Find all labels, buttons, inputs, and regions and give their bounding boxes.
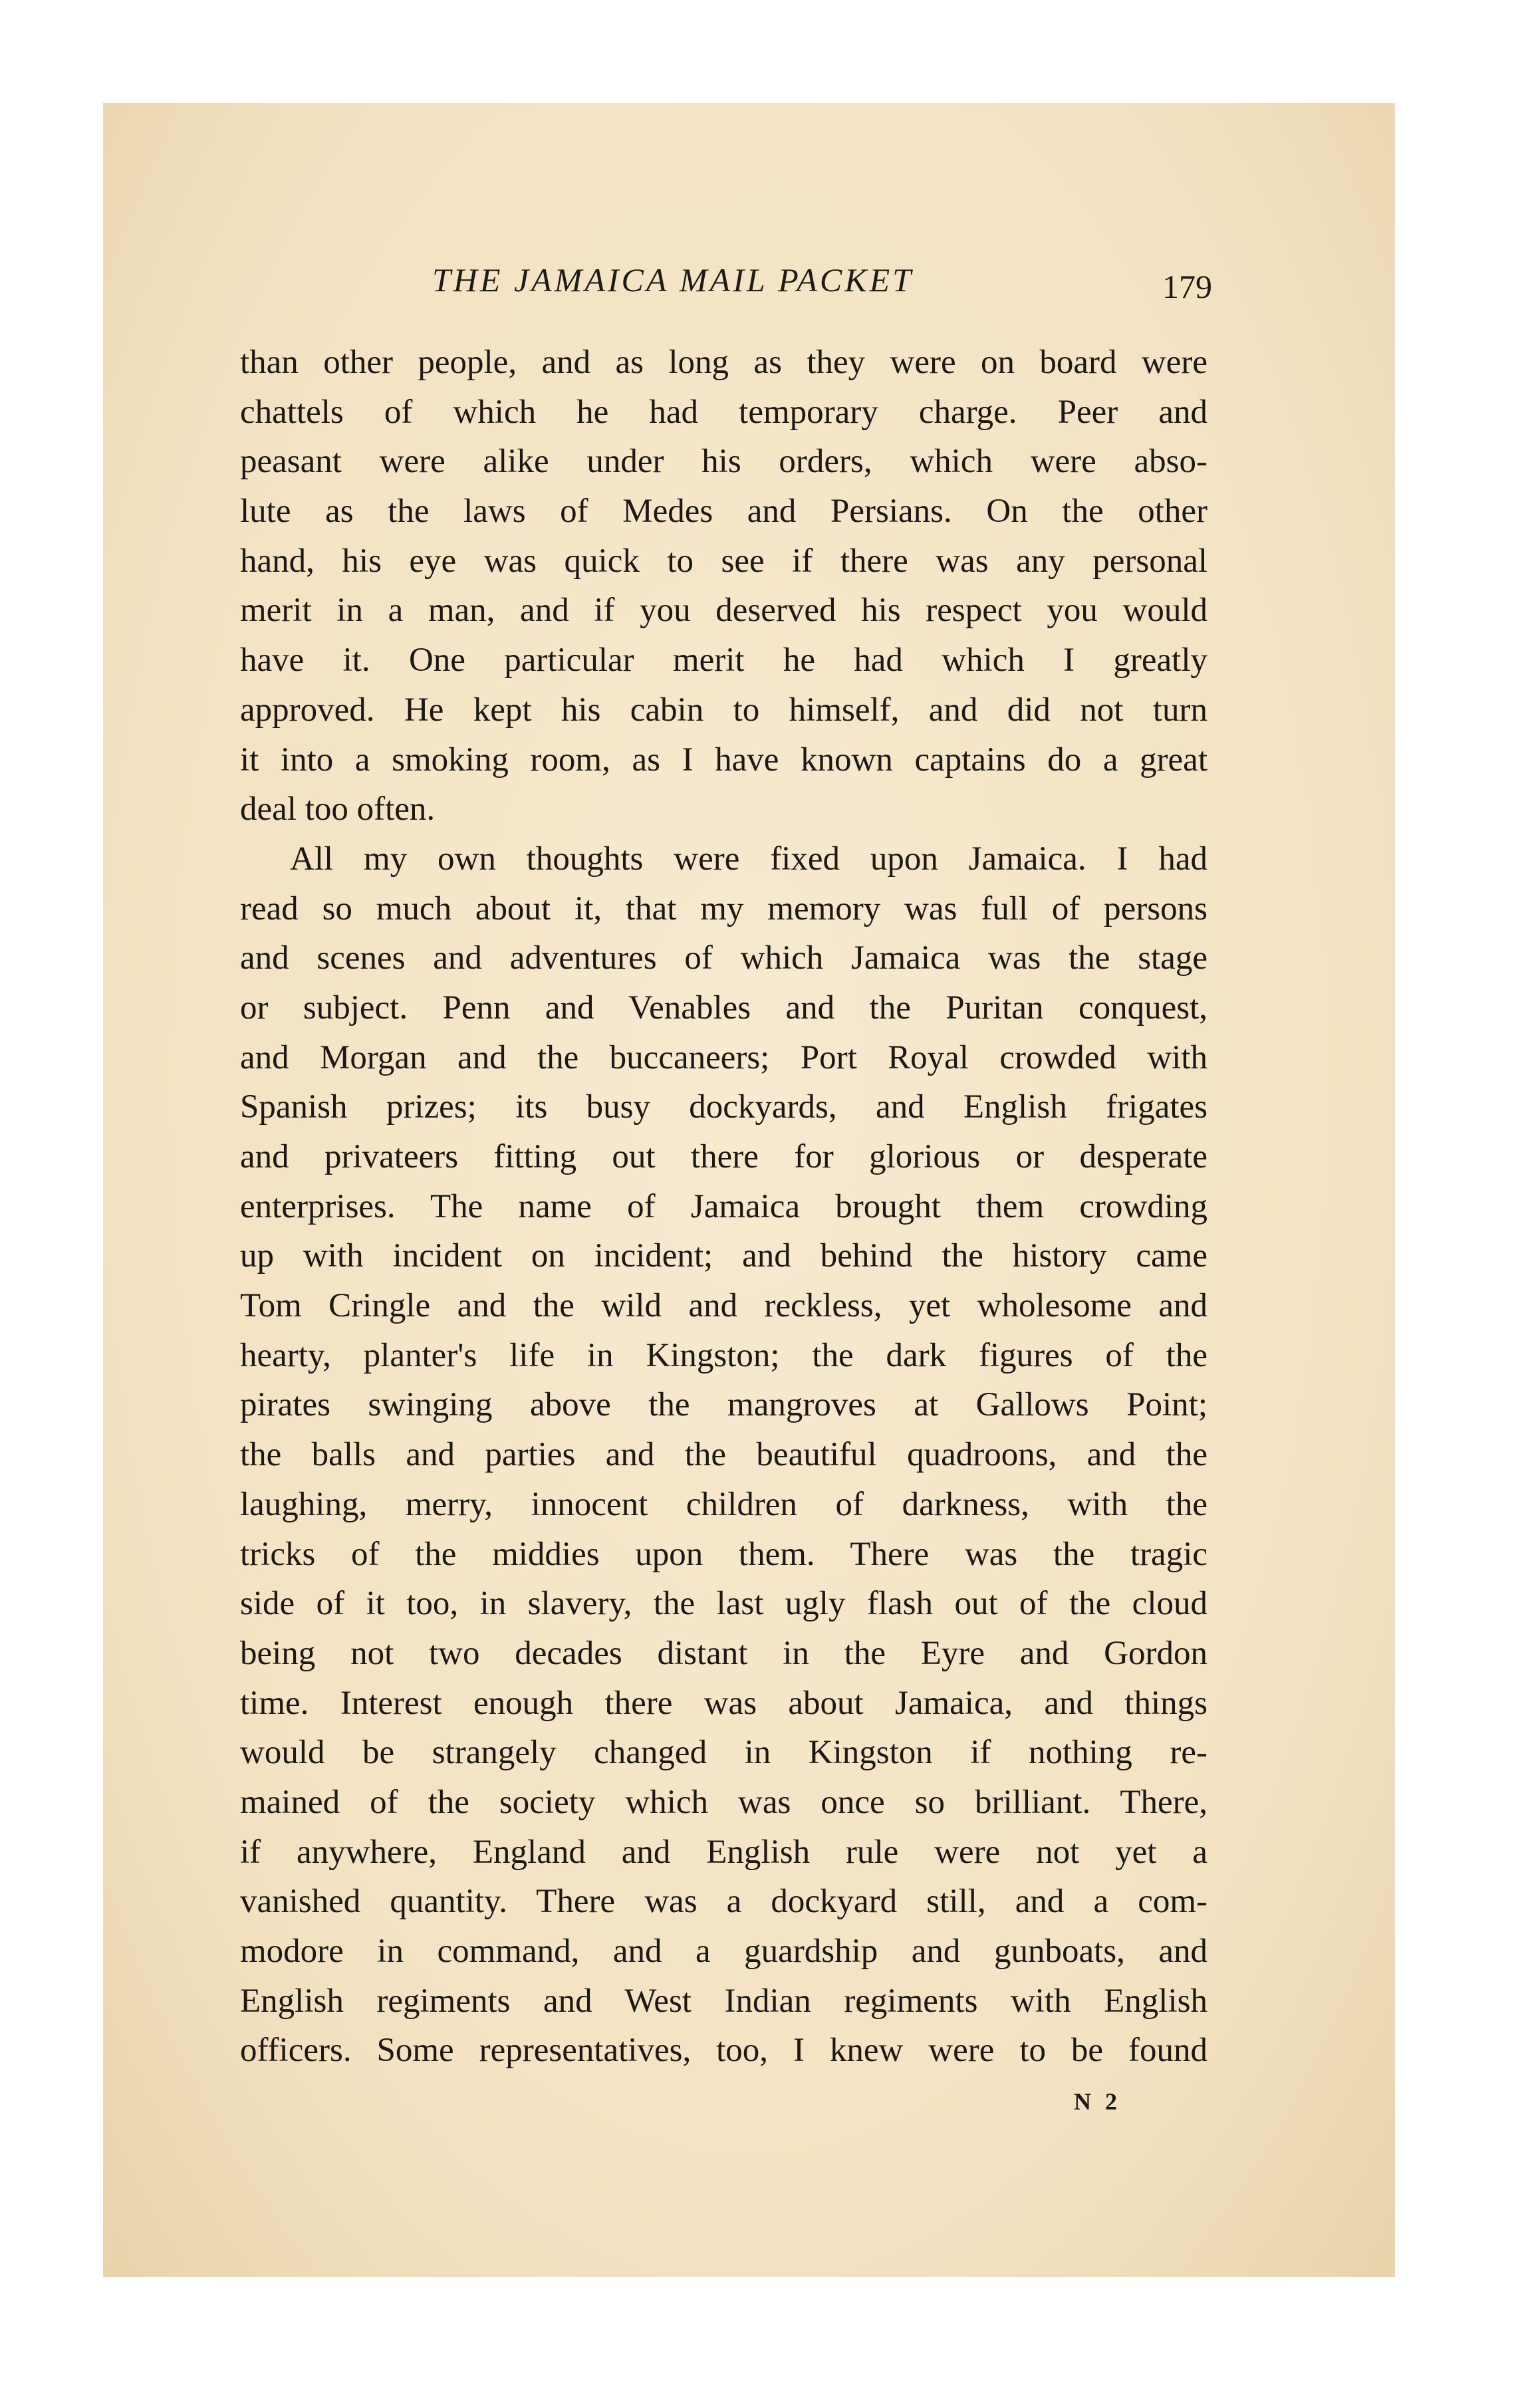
- text-line: than other people, and as long as they were on board were: [240, 344, 1207, 381]
- body-text: [240, 338, 1207, 2076]
- text-line: pirates swinging above the mangroves at Gallows Point;: [240, 1386, 1207, 1424]
- text-line: the balls and parties and the beautiful quadroons, and the: [240, 1436, 1207, 1474]
- text-line: read so much about it, that my memory was full of persons: [240, 890, 1207, 927]
- page-number: 179: [1162, 268, 1212, 305]
- text-line: merit in a man, and if you deserved his respect you would: [240, 592, 1207, 630]
- text-line: or subject. Penn and Venables and the Puritan conquest,: [240, 989, 1207, 1026]
- text-line: Spanish prizes; its busy dockyards, and English frigates: [240, 1088, 1207, 1126]
- text-line: laughing, merry, innocent children of darkness, with the: [240, 1485, 1207, 1523]
- text-line: modore in command, and a guardship and gunboats, and: [240, 1933, 1207, 1970]
- text-line: it into a smoking room, as I have known captains do a great: [240, 741, 1207, 779]
- text-line: hearty, planter's life in Kingston; the dark figures of the: [240, 1336, 1207, 1374]
- text-line: being not two decades distant in the Eyre and Gordon: [240, 1634, 1207, 1672]
- text-line: mained of the society which was once so brilliant. There,: [240, 1783, 1207, 1821]
- text-line: All my own thoughts were fixed upon Jamaica. I had: [290, 840, 1207, 878]
- text-line: time. Interest enough there was about Jamaica, and things: [240, 1684, 1207, 1722]
- text-line: have it. One particular merit he had which I greatly: [240, 642, 1207, 679]
- text-line: tricks of the middies upon them. There was the tragic: [240, 1535, 1207, 1573]
- text-line: hand, his eye was quick to see if there was any personal: [240, 542, 1207, 580]
- text-line: lute as the laws of Medes and Persians. On the other: [240, 493, 1207, 531]
- text-line: would be strangely changed in Kingston if nothing re-: [240, 1734, 1207, 1772]
- text-line: Tom Cringle and the wild and reckless, yet wholesome and: [240, 1287, 1207, 1325]
- text-line: side of it too, in slavery, the last ugly flash out of the cloud: [240, 1585, 1207, 1623]
- text-line: peasant were alike under his orders, which were abso-: [240, 443, 1207, 481]
- text-line: vanished quantity. There was a dockyard still, and a com-: [240, 1883, 1207, 1921]
- text-line: chattels of which he had temporary charge. Peer and: [240, 393, 1207, 431]
- text-line: up with incident on incident; and behind the history came: [240, 1237, 1207, 1275]
- text-line: and scenes and adventures of which Jamaica was the stage: [240, 939, 1207, 977]
- text-line: if anywhere, England and English rule were not yet a: [240, 1833, 1207, 1871]
- text-line: and Morgan and the buccaneers; Port Royal crowded with: [240, 1038, 1207, 1076]
- text-line: English regiments and West Indian regiments with English: [240, 1982, 1207, 2020]
- text-line: approved. He kept his cabin to himself, and did not turn: [240, 691, 1207, 729]
- running-title: THE JAMAICA MAIL PACKET: [432, 261, 914, 299]
- text-line: officers. Some representatives, too, I knew were to be found: [240, 2032, 1207, 2070]
- text-line: enterprises. The name of Jamaica brought them crowding: [240, 1187, 1207, 1225]
- text-line: deal too often.: [240, 790, 436, 828]
- signature-mark: N 2: [1074, 2088, 1121, 2115]
- text-line: and privateers fitting out there for glorious or desperate: [240, 1138, 1207, 1175]
